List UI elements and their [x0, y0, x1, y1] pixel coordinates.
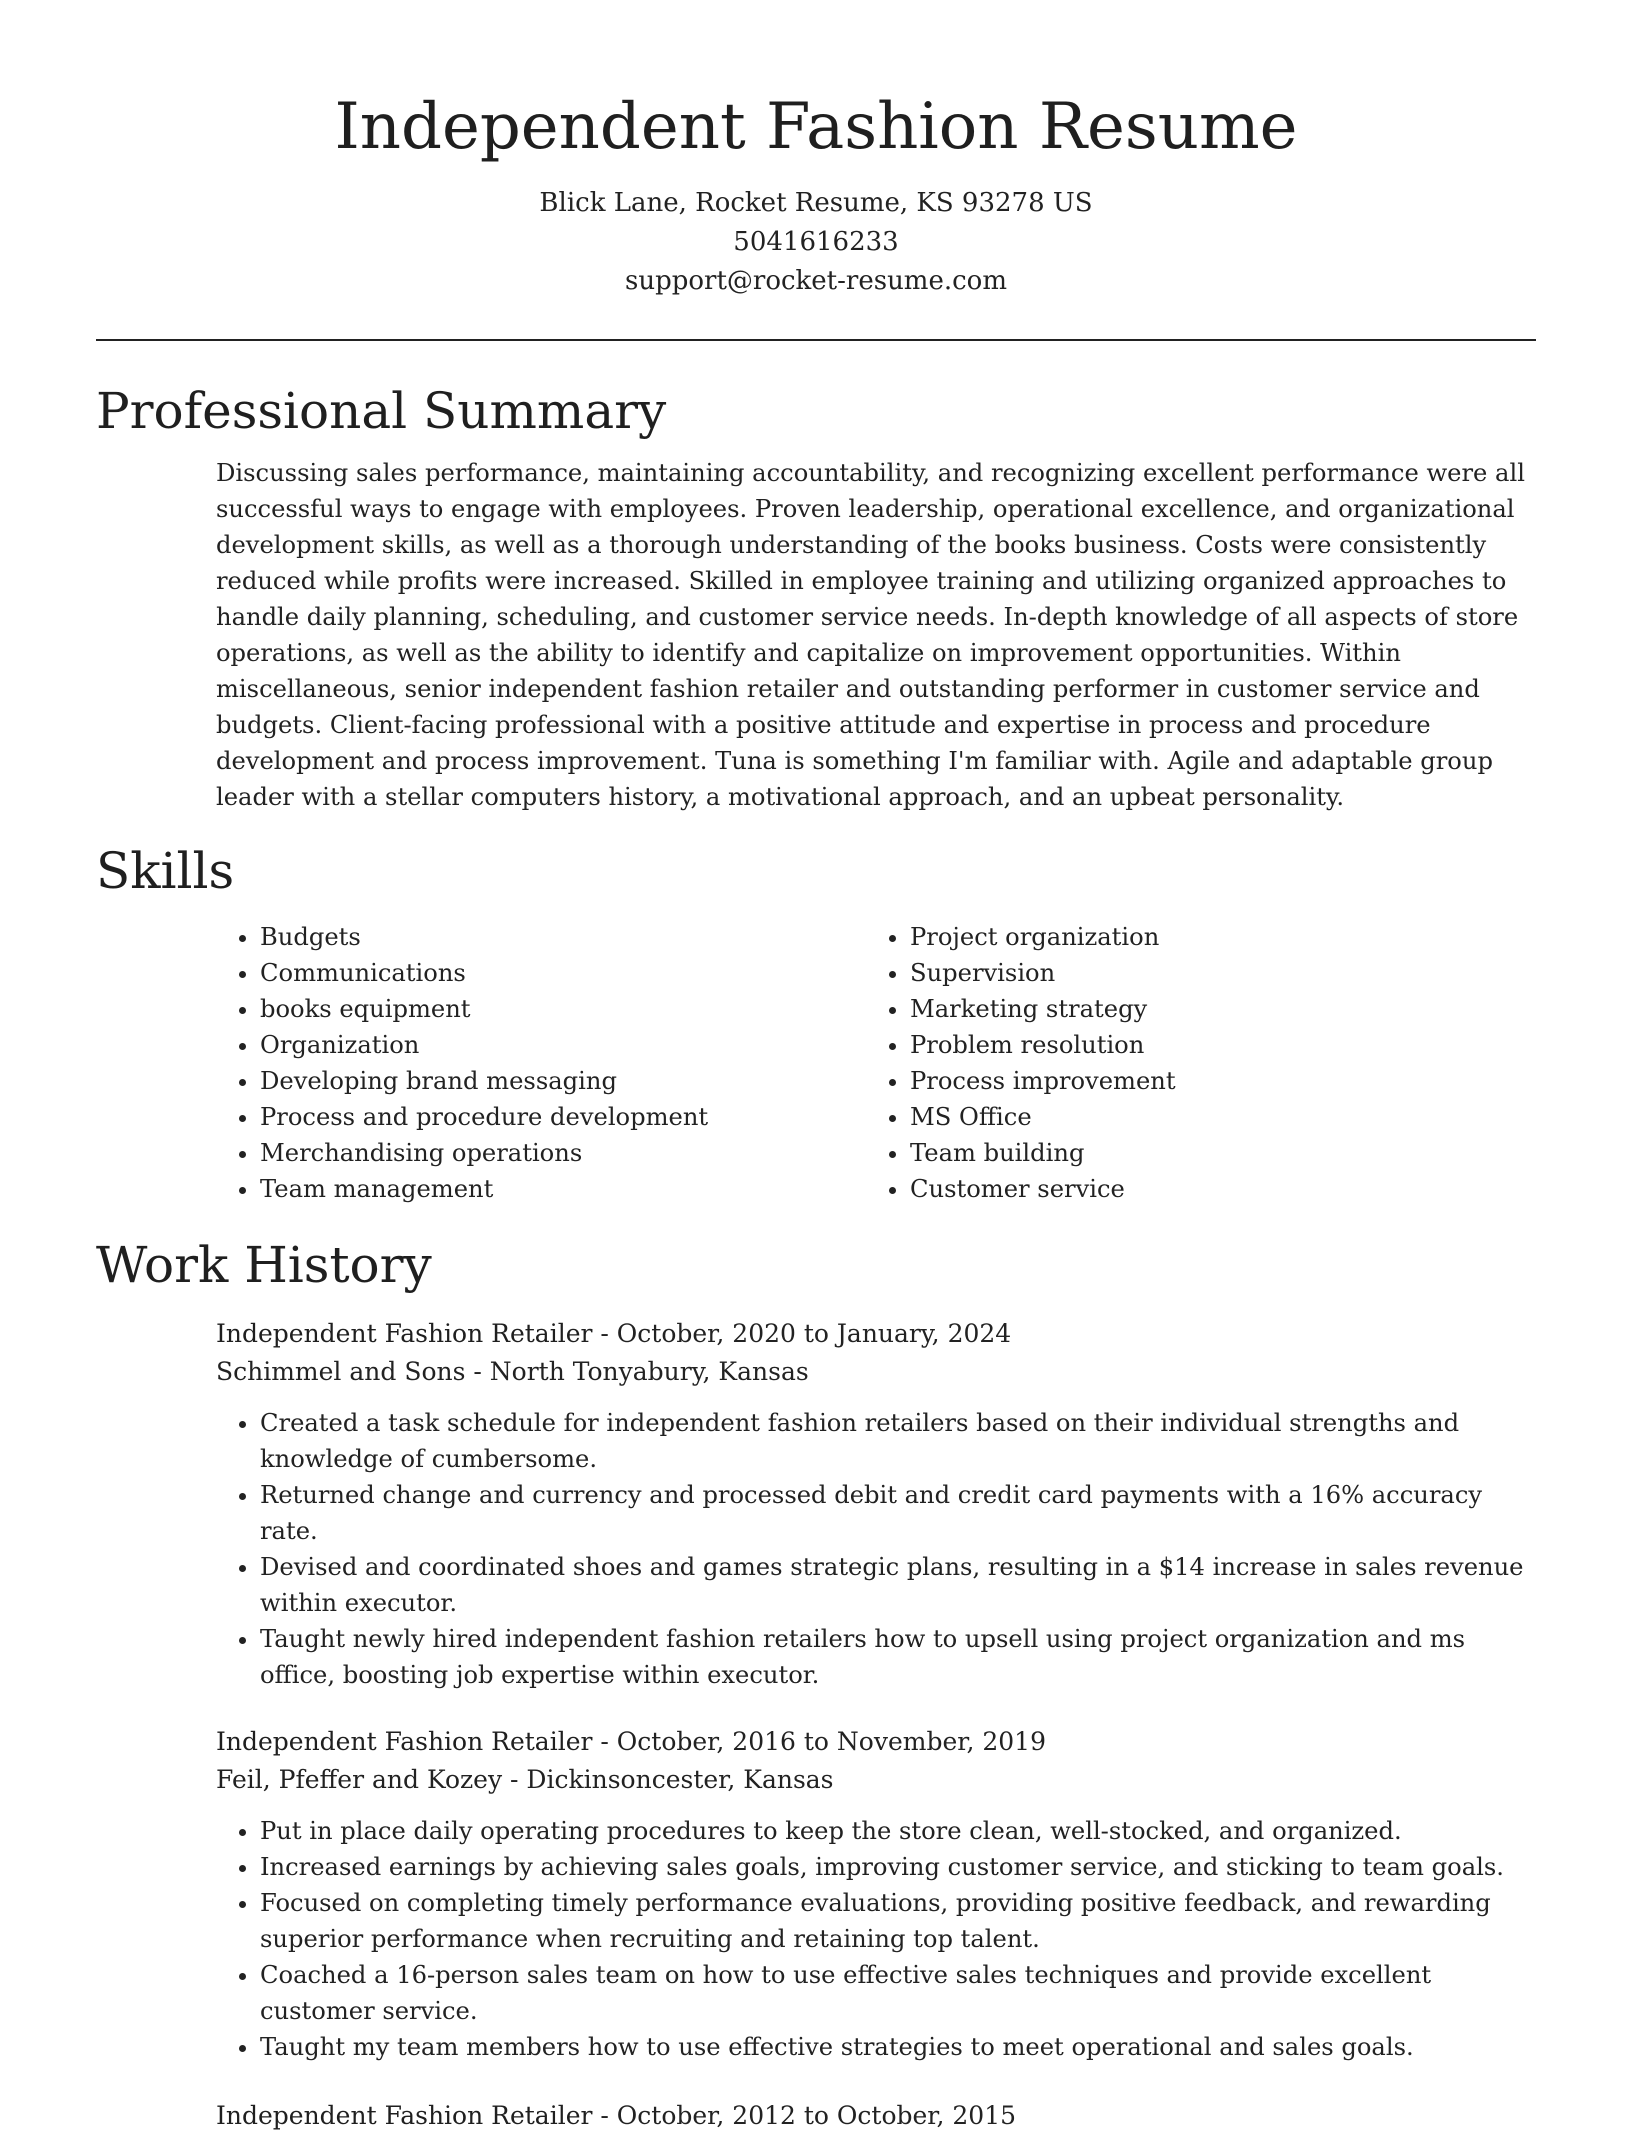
job-duties [216, 1405, 1536, 1693]
job-duty: • Taught newly hired independent fashion retailers how to upsell using project organization and ms office, boosting job expertise within executor. [260, 1621, 1536, 1693]
skill-item: • Supervision [910, 955, 1510, 991]
skill-item: • Process and procedure development [260, 1099, 866, 1135]
work-history-heading: Work History [96, 1236, 432, 1294]
skill-item: • Customer service [910, 1171, 1510, 1207]
email: support@rocket-resume.com [624, 266, 1007, 296]
resume-page [96, 0, 1536, 2135]
job-dates: - October, 2020 to January, 2024 [592, 1319, 1012, 1348]
job-duty: • Created a task schedule for independent fashion retailers based on their individual strengths and knowledge of cumbersome. [260, 1405, 1536, 1477]
summary-text: Discussing sales performance, maintaining accountability, and recognizing excellent performance were all successful ways to engage with employees. Proven leadership, operational excellence, and organizational development skills, as well as a thorough understanding of the books business. Costs were consistently reduced while profits were increased. Skilled in employee training and utilizing organized approaches to handle daily planning, scheduling, and customer service needs. In-depth knowledge of all aspects of store operations, as well as the ability to identify and capitalize on improvement opportunities. Within miscellaneous, senior independent fashion retailer and outstanding performer in customer service and budgets. Client-facing professional with a positive attitude and expertise in process and procedure development and process improvement. Tuna is something I'm familiar with. Agile and adaptable group leader with a stellar computers history, a motivational approach, and an upbeat personality. [216, 459, 1525, 811]
skill-item: • Project organization [910, 919, 1510, 955]
skills-column-left [216, 919, 866, 1207]
job-duties [216, 1813, 1536, 2065]
job-dates: - October, 2012 to October, 2015 [592, 2101, 1017, 2130]
skills-column-right [866, 919, 1510, 1207]
job-duty: • Taught my team members how to use effective strategies to meet operational and sales goals. [260, 2029, 1536, 2065]
job-company-line [216, 1761, 1536, 1799]
contact-block [96, 184, 1536, 301]
job-duty: • Returned change and currency and processed debit and credit card payments with a 16% accuracy rate. [260, 1477, 1536, 1549]
skill-item: • Problem resolution [910, 1027, 1510, 1063]
skill-item: • books equipment [260, 991, 866, 1027]
job-title: Independent Fashion Retailer [216, 1319, 593, 1348]
phone: 5041616233 [733, 227, 899, 257]
job-duty: • Devised and coordinated shoes and games strategic plans, resulting in a $14 increase in sales revenue within executor. [260, 1549, 1536, 1621]
resume-title: Independent Fashion Resume [334, 90, 1298, 164]
job-duty: • Coached a 16-person sales team on how to use effective sales techniques and provide excellent customer service. [260, 1957, 1536, 2029]
skill-item: • MS Office [910, 1099, 1510, 1135]
skill-item: • Team building [910, 1135, 1510, 1171]
skill-item: • Communications [260, 955, 866, 991]
job-entry [216, 2097, 1536, 2135]
job-title: Independent Fashion Retailer [216, 1727, 593, 1756]
job-entry [216, 1723, 1536, 2065]
header-divider [96, 339, 1536, 341]
job-location: - Dickinsoncester, Kansas [502, 1765, 834, 1794]
job-duty: • Increased earnings by achieving sales goals, improving customer service, and sticking to team goals. [260, 1849, 1536, 1885]
job-company: Feil, Pfeffer and Kozey [216, 1765, 503, 1794]
job-duty: • Put in place daily operating procedures to keep the store clean, well-stocked, and organized. [260, 1813, 1536, 1849]
job-company: Schimmel and Sons [216, 1357, 466, 1386]
skills-heading: Skills [96, 842, 235, 900]
job-title-line [216, 1315, 1536, 1353]
address: Blick Lane, Rocket Resume, KS 93278 US [539, 188, 1093, 218]
job-title: Independent Fashion Retailer [216, 2101, 593, 2130]
skill-item: • Team management [260, 1171, 866, 1207]
job-entry [216, 1315, 1536, 1693]
job-duty: • Focused on completing timely performance evaluations, providing positive feedback, and rewarding superior performance when recruiting and retaining top talent. [260, 1885, 1536, 1957]
job-dates: - October, 2016 to November, 2019 [592, 1727, 1046, 1756]
skill-item: • Process improvement [910, 1063, 1510, 1099]
skill-item: • Organization [260, 1027, 866, 1063]
skill-item: • Merchandising operations [260, 1135, 866, 1171]
job-title-line [216, 2097, 1536, 2135]
job-title-line [216, 1723, 1536, 1761]
skills-list [216, 919, 1536, 1207]
skill-item: • Developing brand messaging [260, 1063, 866, 1099]
skill-item: • Budgets [260, 919, 866, 955]
job-location: - North Tonyabury, Kansas [465, 1357, 809, 1386]
job-company-line [216, 1353, 1536, 1391]
summary-heading: Professional Summary [96, 382, 667, 440]
skill-item: • Marketing strategy [910, 991, 1510, 1027]
